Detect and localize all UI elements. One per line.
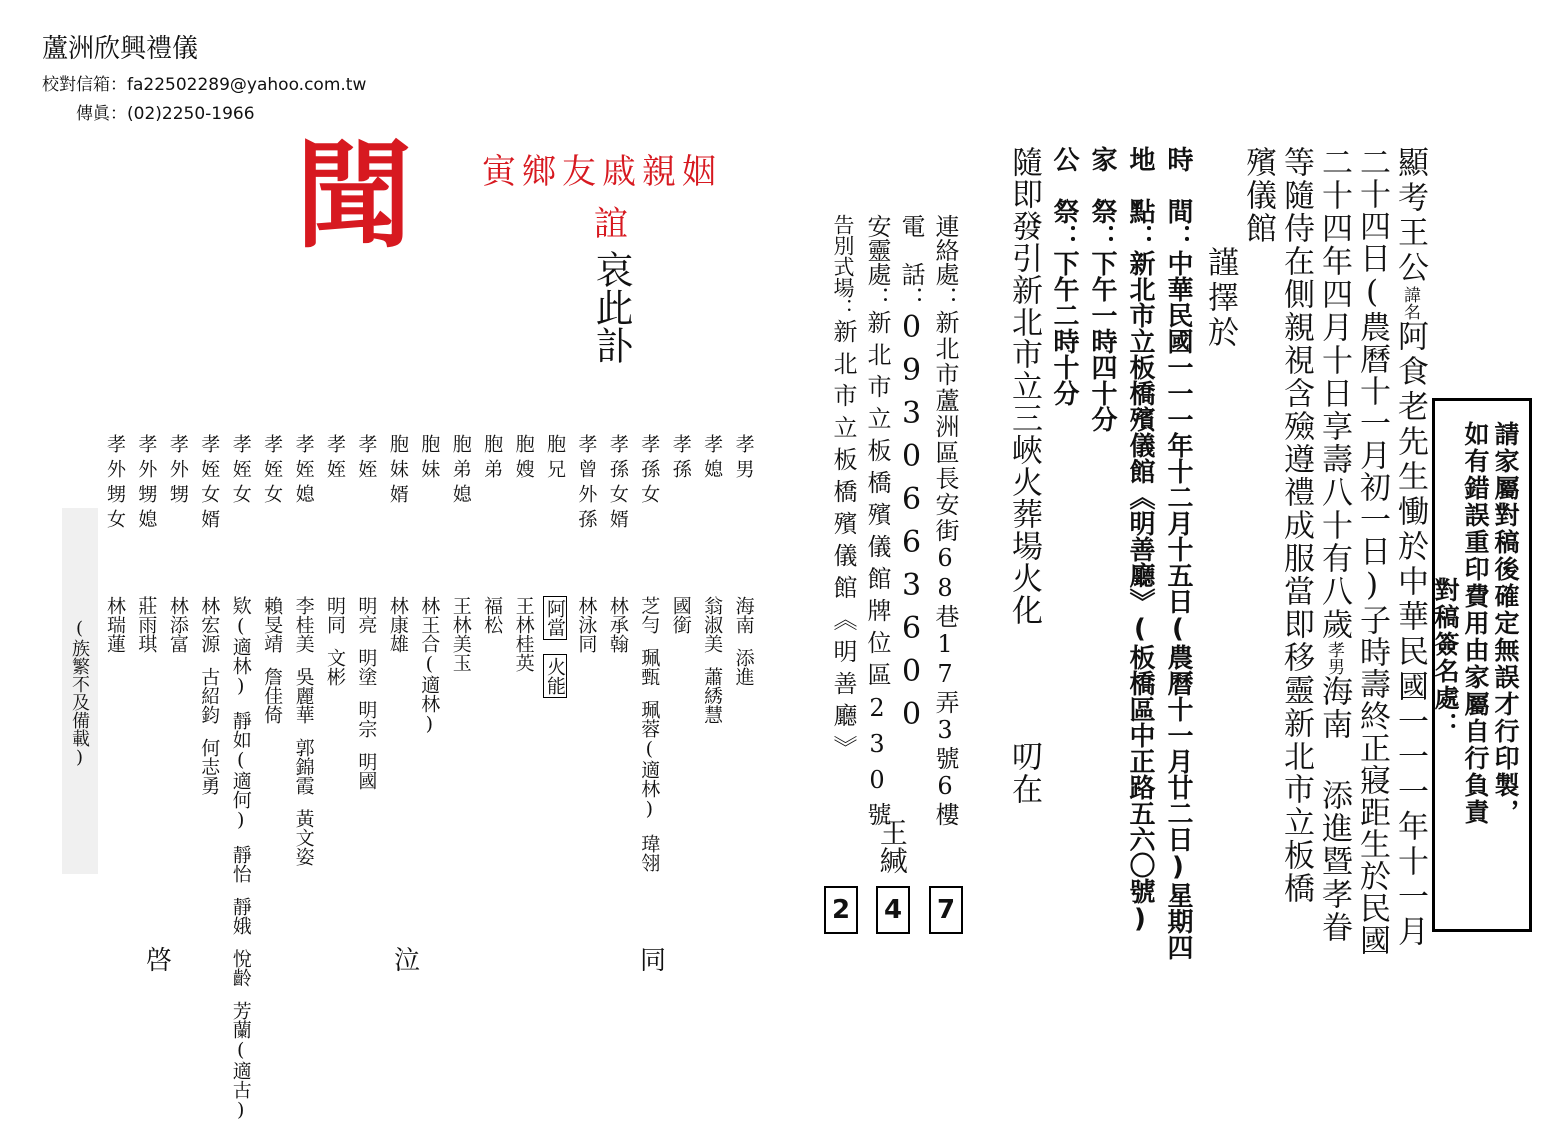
family-entry — [131, 418, 162, 938]
family-member-name: 明塗 — [355, 648, 378, 686]
schedule-public-rite — [1046, 146, 1083, 406]
family-names — [668, 596, 695, 648]
family-relation: 胞弟 — [481, 434, 504, 484]
family-entry — [477, 418, 508, 938]
bottom-word-left: 啓 — [146, 946, 173, 976]
family-member-name: 李桂美 — [292, 596, 315, 653]
obituary-col-1-b: 阿食老先生慟於中華民國一一一年十一月 — [1392, 320, 1428, 950]
family-member-name: 古紹鈞 — [198, 667, 221, 724]
family-member-name: 林承翰 — [606, 596, 629, 653]
liaison-value: 新北市蘆洲區長安街68巷17弄3號6樓 — [931, 310, 959, 828]
family-member-name: 靜怡 — [229, 845, 252, 883]
family-member-name: 欵(適林) — [229, 596, 252, 697]
number-box-3: 7 — [929, 886, 963, 934]
family-entry — [729, 418, 760, 938]
family-member-name: 阿當 — [543, 596, 567, 640]
family-entry — [320, 418, 351, 938]
family-relation: 孝孫女婿 — [606, 434, 629, 534]
fax-line — [76, 99, 255, 124]
family-names — [699, 596, 726, 738]
fax-label: 傳眞： — [76, 104, 127, 124]
bottom-word-mid: 泣 — [394, 946, 421, 976]
obituary-col-3-small: 孝男 — [1324, 641, 1344, 675]
family-member-name: 靜如(適何) — [229, 711, 252, 831]
family-names — [196, 596, 223, 809]
family-member-name: 翁淑美 — [701, 596, 724, 653]
notice-box — [1432, 398, 1532, 932]
family-member-name: 林泳同 — [575, 596, 598, 653]
family-entry — [571, 418, 602, 938]
number-box-1: 2 — [824, 886, 858, 934]
family-member-name: 文彬 — [324, 648, 346, 686]
schedule-public-label: 公 祭： — [1049, 146, 1079, 250]
family-member-name: 國銜 — [669, 596, 692, 634]
family-relation: 孝外甥女 — [104, 434, 126, 534]
family-entry — [289, 418, 320, 938]
family-entry — [697, 418, 728, 938]
family-member-name: 明宗 — [355, 700, 378, 738]
footnote: (族繁不及備載) — [69, 618, 90, 768]
family-member-name: 悅齡 — [229, 949, 252, 987]
contact-spirit-place — [860, 214, 895, 834]
family-member-name: 黃文姿 — [292, 809, 315, 866]
family-member-name: 珮甄 — [638, 648, 661, 686]
farewell-value: 新北市立板橋殯儀館《明善廳》 — [829, 319, 857, 767]
obituary-col-3-b: 海南 添進暨孝眷 — [1316, 675, 1352, 944]
family-list — [100, 418, 760, 1121]
wen-character: 聞 — [296, 128, 412, 264]
schedule-family-label: 家 祭： — [1087, 146, 1117, 250]
family-member-name: 吳麗華 — [292, 667, 315, 724]
family-names — [448, 596, 475, 686]
obituary-col-2: 二十四日(農曆十一月初一日)子時壽終正寢距生於民國 — [1354, 146, 1390, 956]
family-entry — [100, 418, 131, 938]
family-member-name: 海南 — [732, 596, 755, 634]
family-member-name: 靜娥 — [229, 897, 252, 935]
family-member-name: 火能 — [543, 654, 567, 698]
contact-liaison — [928, 214, 963, 828]
family-member-name: 明同 — [324, 596, 346, 634]
family-member-name: 添進 — [732, 648, 755, 686]
family-names — [605, 596, 632, 667]
family-member-name: 明亮 — [355, 596, 378, 634]
notice-line-3: 對稿簽名處： — [1431, 577, 1460, 739]
schedule-time-value: 中華民國一一一年十二月十五日(農曆十一月廿二日)星期四 — [1163, 250, 1193, 960]
family-relation: 胞兄 — [544, 434, 566, 484]
family-entry — [414, 418, 445, 938]
obituary-col-6: 謹擇於 — [1202, 246, 1238, 351]
cremation-line: 隨即發引新北市立三峽火葬場火化 — [1006, 146, 1042, 626]
family-member-name: 林康雄 — [386, 596, 409, 653]
family-member-name: 何志勇 — [198, 738, 221, 795]
family-entry — [446, 418, 477, 938]
family-relation: 孝孫 — [669, 434, 692, 484]
schedule-time — [1160, 146, 1197, 960]
family-names — [542, 596, 569, 712]
contact-phone — [894, 214, 929, 740]
family-names — [511, 596, 538, 686]
signer-title: 緘 — [875, 846, 909, 874]
family-names — [165, 596, 192, 667]
family-entry — [634, 418, 665, 938]
liaison-label: 連絡處： — [931, 214, 959, 310]
family-names — [353, 596, 380, 804]
family-member-name: 明國 — [355, 752, 378, 790]
family-entry — [509, 418, 540, 938]
obituary-col-1-a: 顯考王公 — [1392, 146, 1428, 286]
family-relation: 胞弟媳 — [449, 434, 472, 509]
family-names — [385, 596, 412, 667]
family-member-name: 王林美玉 — [449, 596, 472, 672]
family-entry — [603, 418, 634, 938]
contact-farewell — [826, 214, 861, 767]
family-relation: 孝姪女 — [229, 434, 252, 509]
obituary-col-3-a: 二十四年四月十日享壽八十有八歲 — [1316, 146, 1352, 641]
notice-line-1: 請家屬對稿後確定無誤才行印製， — [1491, 421, 1520, 826]
family-member-name: 蕭綉慧 — [701, 667, 724, 724]
signer-name: 王 — [875, 818, 909, 846]
family-relation: 孝媳 — [701, 434, 724, 484]
family-member-name: 林瑞蓮 — [104, 596, 126, 653]
schedule-family-value: 下午一時四十分 — [1087, 250, 1117, 432]
schedule-place — [1122, 146, 1159, 934]
spirit-label: 安靈處： — [863, 214, 891, 310]
family-relation: 孝男 — [732, 434, 755, 484]
number-box-2: 4 — [876, 886, 910, 934]
family-member-name: 瑋翎 — [638, 834, 661, 872]
family-relation: 胞妹婿 — [386, 434, 409, 509]
family-names — [102, 596, 129, 667]
email-value: fa22502289@yahoo.com.tw — [127, 75, 367, 95]
family-entry — [226, 418, 257, 1121]
greeting-line-1: 寅鄉友戚親姻 — [482, 152, 722, 192]
family-names — [731, 596, 758, 700]
obituary-col-4: 等隨侍在側親視含殮遵禮成服當即移靈新北市立板橋 — [1278, 146, 1314, 905]
family-names — [133, 596, 160, 667]
phone-label: 電 話： — [897, 214, 925, 310]
obituary-col-1-small: 諱名 — [1400, 286, 1420, 320]
family-relation: 孝姪 — [324, 434, 346, 484]
ai-ci-fu: 哀此訃 — [589, 250, 633, 364]
family-entry — [194, 418, 225, 938]
schedule-place-label: 地 點： — [1125, 146, 1155, 250]
family-relation: 孝姪女婿 — [198, 434, 221, 534]
family-names — [259, 596, 286, 738]
family-names — [291, 596, 318, 880]
family-relation: 孝外甥媳 — [135, 434, 158, 534]
family-member-name: 王林桂英 — [512, 596, 535, 672]
phone-value: 0930663600 — [894, 310, 929, 740]
respect-phrase: 叨在 — [1006, 740, 1042, 806]
family-entry — [351, 418, 382, 938]
family-member-name: 詹佳倚 — [261, 667, 284, 724]
family-entry — [257, 418, 288, 938]
family-names — [228, 596, 255, 1121]
greeting-line-2: 誼 — [594, 204, 628, 244]
farewell-label: 告別式場： — [831, 214, 855, 319]
family-relation: 孝曾外孫 — [575, 434, 598, 534]
family-entry — [163, 418, 194, 938]
family-names — [416, 596, 443, 749]
schedule-time-label: 時 間： — [1163, 146, 1193, 250]
family-member-name: 福松 — [481, 596, 504, 634]
family-member-name: 林宏源 — [198, 596, 221, 653]
family-member-name: 芝勻 — [638, 596, 661, 634]
family-names — [573, 596, 600, 667]
family-member-name: 林添富 — [166, 596, 189, 653]
family-relation: 孝姪 — [355, 434, 378, 484]
obituary-col-5: 殯儀館 — [1240, 146, 1276, 245]
signer — [876, 818, 907, 874]
family-entry — [666, 418, 697, 938]
family-member-name: 林王合(適林) — [418, 596, 441, 735]
family-relation: 孝姪女 — [261, 434, 284, 509]
schedule-place-value: 新北市立板橋殯儀館《明善廳》(板橋區中正路五六〇號) — [1125, 250, 1155, 934]
family-relation: 孝外甥 — [166, 434, 189, 509]
family-member-name: 芳蘭(適古) — [229, 1001, 252, 1121]
family-relation: 孝孫女 — [638, 434, 661, 509]
family-member-name: 郭錦霞 — [292, 738, 315, 795]
bottom-word-right: 同 — [640, 946, 667, 976]
email-label: 校對信箱： — [42, 75, 127, 95]
family-relation: 胞妹 — [418, 434, 441, 484]
schedule-public-value: 下午二時十分 — [1049, 250, 1079, 406]
family-member-name: 賴旻靖 — [261, 596, 284, 653]
family-relation: 胞嫂 — [512, 434, 535, 484]
spirit-value: 新北市立板橋殯儀館牌位區230號 — [863, 310, 891, 834]
family-names — [322, 596, 349, 700]
family-names — [479, 596, 506, 648]
email-line — [42, 70, 366, 95]
family-names — [636, 596, 663, 886]
family-entry — [540, 418, 571, 938]
family-entry — [383, 418, 414, 938]
family-member-name: 莊雨琪 — [135, 596, 158, 653]
fax-value: (02)2250-1966 — [127, 104, 255, 124]
company-name: 蘆洲欣興禮儀 — [42, 34, 199, 64]
family-member-name: 珮蓉(適林) — [638, 700, 661, 820]
family-relation: 孝姪媳 — [292, 434, 315, 509]
schedule-family-rite — [1084, 146, 1121, 432]
notice-line-2: 如有錯誤重印費用由家屬自行負責 — [1461, 421, 1490, 826]
